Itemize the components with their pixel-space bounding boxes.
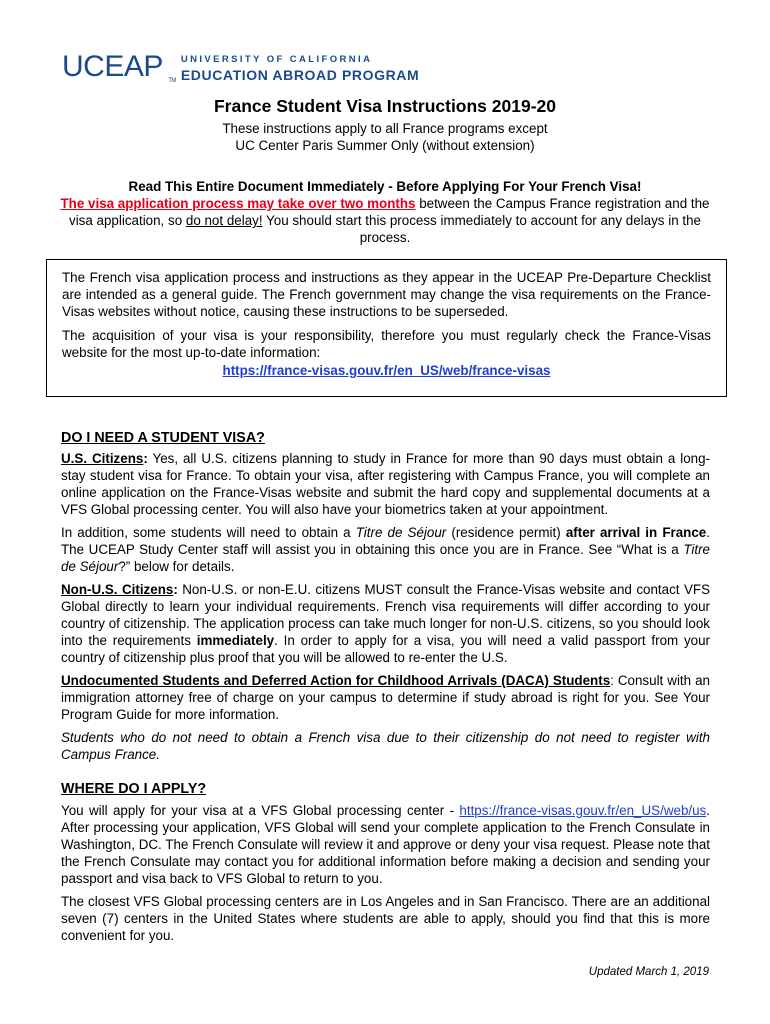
disclaimer-link-line [62,362,711,379]
us-citizens-colon: : [143,451,148,466]
read-me-body [50,195,720,246]
page-title: France Student Visa Instructions 2019-20 [213,96,557,116]
logo-program-line: EDUCATION ABROAD PROGRAM [180,67,420,83]
non-us-citizens-label: Non-U.S. Citizens [61,582,174,597]
titre-text-c: . The UCEAP Study Center staff will assist you in obtaining this once you are in France. See “What is a [61,525,710,557]
timing-warning: The visa application process may take over two months [60,196,416,211]
logo-trademark: TM [168,78,176,84]
updated-date: Updated March 1, 2019 [588,966,709,978]
section-heading-where-apply [61,781,710,798]
where-apply-paragraph-2: The closest VFS Global processing centers are in Los Angeles and in San Francisco. There are an additional seven (7) centers in the United States where students are able to apply, should you find that this is more convenient for you. [61,894,710,943]
titre-text-b: (residence permit) [446,525,566,540]
section-heading-where-apply-text: WHERE DO I APPLY [61,781,198,797]
france-visas-link[interactable]: https://france-visas.gouv.fr/en_US/web/france-visas [222,363,551,378]
section-heading-where-apply-q: ? [197,781,207,797]
section-heading-need-visa [61,430,710,447]
do-not-delay: do not delay! [185,213,263,228]
read-me-text-1: between the Campus France registration and the visa application, so [69,196,710,228]
logo-university-line: UNIVERSITY OF CALIFORNIA [180,54,373,65]
where-apply-text-a: You will apply for your visa at a VFS Global processing center - [61,803,460,818]
where-apply-paragraph-1 [61,802,710,887]
logo-mark-text: UCEAP [62,50,163,83]
section-heading-need-visa-q: ? [256,430,265,446]
vfs-us-link[interactable]: https://france-visas.gouv.fr/en_US/web/us [459,803,707,818]
disclaimer-paragraph-1: The French visa application process and instructions as they appear in the UCEAP Pre-Departure Checklist are intended as a general guide. The French government may change the visa requirements on the France-Visas websites without notice, causing these instructions to be superseded. [62,270,711,319]
subtitle-line-2: UC Center Paris Summer Only (without extension) [235,137,535,153]
non-us-text-b: . In order to apply for a visa, you will need a valid passport from your country of citizenship plus proof that you will be allowed to re-enter the U.S. [61,633,711,665]
non-us-text-a: Non-U.S. or non-E.U. citizens MUST consult the France-Visas website and contact VFS Global directly to learn your individual requirements. French visa requirements will differ according to your country of citizenship. The application process can take much longer for non-U.S. citizens, so you should look into the requirements [61,582,710,648]
titre-italic-2: Titre de Séjour [61,542,710,574]
logo-mark [62,50,176,84]
disclaimer-box [46,259,727,397]
non-us-citizens-colon: : [173,582,178,597]
read-me-notice [50,178,720,246]
section-heading-need-visa-text: DO I NEED A STUDENT VISA [61,430,257,446]
titre-de-sejour-paragraph [61,524,710,575]
where-apply-text-b: . After processing your application, VFS Global will send your complete application to the French Consulate in Washington, DC. The French Consulate will review it and approve or deny your visa request. Please note that the French Consulate may contact you for additional information before making a decision and sending your passport and visa back to VFS Global to return to you. [61,803,710,886]
titre-text-d: ?” below for details. [118,559,235,574]
non-us-bold: immediately [196,633,275,648]
disclaimer-paragraph-2: The acquisition of your visa is your responsibility, therefore you must regularly check the France-Visas website for the most up-to-date information: [62,328,711,360]
logo-wordmark [181,52,419,83]
daca-label: Undocumented Students and Deferred Action for Childhood Arrivals (DACA) Students [61,673,611,688]
us-citizens-text: Yes, all U.S. citizens planning to study in France for more than 90 days must obtain a long-stay student visa for France. To obtain your visa, after registering with Campus France, you will complete an online application on the France-Visas website and submit the hard copy and supplemental documents at a VFS Global processing center. You will also have your biometrics taken at your appointment. [61,451,711,517]
non-us-citizens-paragraph [61,581,710,666]
page-subtitle [0,121,770,154]
titre-italic-1: Titre de Séjour [355,525,447,540]
uceap-logo [62,52,419,84]
us-citizens-paragraph [61,450,710,518]
us-citizens-label: U.S. Citizens [61,451,144,466]
titre-text-a: In addition, some students will need to obtain a [61,525,356,540]
titre-bold: after arrival in France [565,525,707,540]
subtitle-line-1: These instructions apply to all France programs except [222,121,548,136]
daca-text: : Consult with an immigration attorney free of charge on your campus to determine if study abroad is right for you. See Your Program Guide for more information. [61,673,710,722]
main-content [61,430,710,950]
read-me-text-2: You should start this process immediately to account for any delays in the process. [262,213,701,245]
read-me-heading: Read This Entire Document Immediately - Before Applying For Your French Visa! [128,179,642,194]
daca-paragraph [61,672,710,723]
no-visa-needed-note: Students who do not need to obtain a French visa due to their citizenship do not need to register with Campus France. [61,730,710,762]
